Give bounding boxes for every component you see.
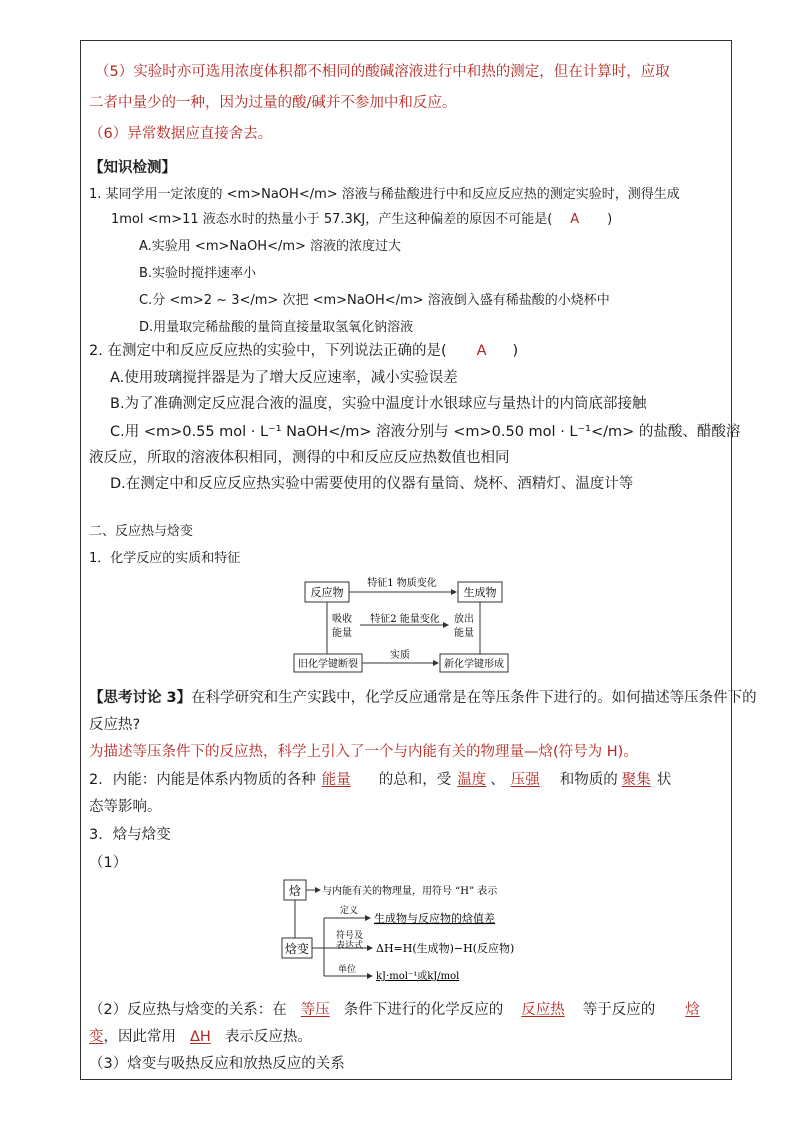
sub2-text-2: 条件下进行的化学反应的	[343, 1002, 504, 1018]
q1-option-a: A.实验用 <m>NaOH</m> 溶液的浓度过大	[139, 239, 402, 254]
definition-label: 定义	[340, 906, 359, 916]
discussion-line2: 反应热?	[89, 717, 141, 733]
definition-value: 生成物与反应物的焓值差	[374, 912, 495, 925]
q2-stem-close: )	[512, 343, 519, 359]
discussion-answer: 为描述等压条件下的反应热，科学上引入了一个与内能有关的物理量—焓(符号为 H)。	[89, 744, 638, 760]
discussion-line1	[89, 686, 757, 707]
item2-blank-aggregation: 聚集	[621, 772, 651, 788]
new-bond-label: 新化学键形成	[444, 659, 504, 670]
unit-label: 单位	[338, 965, 357, 975]
q1-line2-text: 1mol <m>11 液态水时的热量小于 57.3KJ，产生这种偏差的原因不可能是(	[111, 212, 553, 227]
enthalpy-diagram	[280, 876, 540, 984]
sub2-blank-enthalpy: 焓	[685, 1002, 700, 1018]
item2-blank-temperature: 温度	[457, 772, 487, 788]
q2-stem-text: 2. 在测定中和反应反应热的实验中，下列说法正确的是(	[89, 343, 447, 359]
item2-blank-energy: 能量	[321, 772, 351, 788]
sub3-label: （3）焓变与吸热反应和放热反应的关系	[89, 1056, 345, 1072]
q2-answer: A	[476, 343, 487, 359]
item2-blank-pressure: 压强	[510, 772, 540, 788]
q1-option-c: C.分 <m>2 ~ 3</m> 次把 <m>NaOH</m> 溶液倒入盛有稀盐酸的小烧杯中	[139, 293, 610, 308]
release-label-2: 能量	[454, 628, 474, 639]
note-5-line2: 二者中量少的一种，因为过量的酸/碱并不参加中和反应。	[89, 95, 457, 111]
section2-item2-line1	[89, 768, 671, 789]
enthalpy-change-label: 焓变	[284, 942, 310, 956]
q1-line2	[111, 208, 612, 227]
q1-line2-close: )	[607, 212, 613, 227]
discussion-label: 【思考讨论 3】	[89, 690, 192, 706]
section2-item3: 3．焓与焓变	[89, 827, 171, 843]
q2-option-c-line1: C.用 <m>0.55 mol · L⁻¹ NaOH</m> 溶液分别与 <m>0.50 mol · L⁻¹</m> 的盐酸、醋酸溶	[110, 424, 741, 440]
sub2-line2	[89, 1025, 312, 1046]
item2-text-3: 、	[490, 772, 505, 788]
q1-answer: A	[570, 212, 580, 227]
absorb-label-2: 能量	[332, 628, 352, 639]
expression-label-1: 符号及	[336, 931, 364, 941]
sub2-blank-delta-h: ΔH	[190, 1029, 211, 1045]
sub2-text-4: ，因此常用	[103, 1029, 176, 1045]
absorb-label-1: 吸收	[332, 614, 352, 625]
release-label-1: 放出	[454, 614, 474, 625]
expression-value: ΔH=H(生成物)−H(反应物)	[376, 942, 515, 955]
section2-item2-line2: 态等影响。	[89, 799, 162, 815]
section2-title: 二、反应热与焓变	[89, 524, 194, 539]
feature2-label: 特征2 能量变化	[370, 614, 440, 625]
item2-text-2: 的总和，受	[378, 772, 452, 788]
sub2-text-1: （2）反应热与焓变的关系：在	[89, 1002, 287, 1018]
section2-item1: 1．化学反应的实质和特征	[89, 551, 241, 566]
sub2-line1	[89, 998, 700, 1019]
product-label: 生成物	[463, 586, 497, 599]
old-bond-label: 旧化学键断裂	[298, 659, 358, 670]
q1-option-d: D.用量取完稀盐酸的量筒直接量取氢氧化钠溶液	[139, 320, 414, 335]
reaction-diagram	[290, 572, 510, 678]
q2-option-c-line2: 液反应，所取的溶液体积相同，测得的中和反应反应热数值也相同	[89, 450, 510, 466]
q1-option-b: B.实验时搅拌速率小	[139, 266, 257, 281]
check-heading: 【知识检测】	[89, 160, 176, 176]
item2-text-1: 2．内能：内能是体系内物质的各种	[89, 772, 316, 788]
essence-label: 实质	[390, 650, 410, 661]
q2-option-b: B.为了准确测定反应混合液的温度，实验中温度计水银球应与量热计的内筒底部接触	[110, 396, 647, 412]
q2-option-d: D.在测定中和反应反应热实验中需要使用的仪器有量筒、烧杯、酒精灯、温度计等	[110, 476, 634, 492]
q2-option-a: A.使用玻璃搅拌器是为了增大反应速率，减小实验误差	[110, 370, 458, 386]
sub1-label: （1）	[89, 855, 128, 871]
expression-label-2: 表达式	[336, 941, 364, 951]
q2-stem	[89, 339, 518, 360]
item2-text-5: 状	[656, 772, 672, 788]
reactant-label: 反应物	[310, 586, 344, 599]
unit-value: kJ·mol⁻¹或kJ/mol	[376, 971, 460, 982]
item2-text-4: 和物质的	[559, 772, 618, 788]
enthalpy-label: 焓	[288, 884, 302, 898]
note-5-line1: （5）实验时亦可选用浓度体积都不相同的酸碱溶液进行中和热的测定，但在计算时，应取	[95, 64, 670, 80]
sub2-blank-isobaric: 等压	[300, 1002, 330, 1018]
sub2-text-3: 等于反应的	[582, 1002, 656, 1018]
sub2-text-5: 表示反应热。	[224, 1029, 312, 1045]
discussion-question: 在科学研究和生产实践中，化学反应通常是在等压条件下进行的。如何描述等压条件下的	[191, 690, 757, 706]
note-6: （6）异常数据应直接舍去。	[89, 126, 273, 142]
q1-line1: 1. 某同学用一定浓度的 <m>NaOH</m> 溶液与稀盐酸进行中和反应反应热的测定实验时，测得生成	[89, 187, 680, 202]
sub2-blank-heat: 反应热	[521, 1002, 565, 1018]
sub2-blank-change: 变	[89, 1029, 104, 1045]
enthalpy-description: 与内能有关的物理量，用符号 “H” 表示	[322, 886, 498, 897]
feature1-label: 特征1 物质变化	[367, 578, 437, 589]
